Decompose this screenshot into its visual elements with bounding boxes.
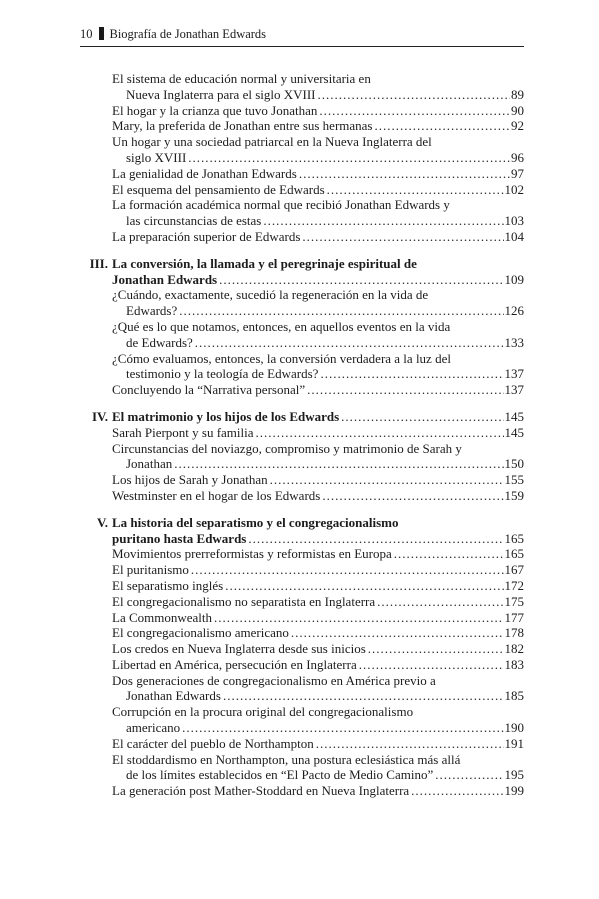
toc-entry-line: [112, 673, 524, 689]
dot-leader: [263, 213, 503, 229]
toc-entry-line: [112, 594, 524, 610]
toc-entry: [80, 546, 524, 562]
toc-entry-line: [112, 351, 524, 367]
dot-leader: [318, 87, 511, 103]
toc-entry-line: [112, 229, 524, 245]
toc-chapter: [80, 409, 524, 425]
dot-leader: [256, 425, 504, 441]
toc-entry-title: americano: [126, 720, 181, 736]
toc-page-number: 178: [504, 625, 524, 641]
toc-entry: [80, 641, 524, 657]
toc-page-number: 89: [511, 86, 524, 102]
toc-entry: [80, 472, 524, 488]
toc-entry: [80, 562, 524, 578]
dot-leader: [248, 531, 503, 547]
dot-leader: [322, 488, 503, 504]
toc-entry-line: [112, 472, 524, 488]
toc-page-number: 137: [504, 366, 524, 382]
toc-entry-line: [112, 335, 524, 351]
toc-entry-line: [112, 213, 524, 229]
toc-entry-line: [112, 515, 524, 531]
toc-entry: [80, 166, 524, 182]
toc-entry-line: [112, 546, 524, 562]
toc-entry-line: [112, 87, 524, 103]
toc-page-number: 145: [504, 424, 524, 440]
toc-entry: [80, 182, 524, 198]
toc-page-number: 103: [504, 213, 524, 229]
toc-entry: [80, 287, 524, 319]
toc-entry-title: Nueva Inglaterra para el siglo XVIII: [126, 86, 316, 102]
toc-entry-title: El matrimonio y los hijos de los Edwards: [112, 408, 340, 424]
toc-entry-title: Libertad en América, persecución en Inglaterra: [112, 656, 357, 672]
toc-entry-line: [112, 150, 524, 166]
toc-entry-title: Mary, la preferida de Jonathan entre sus hermanas: [112, 118, 373, 134]
dot-leader: [270, 472, 504, 488]
toc-page-number: 159: [504, 487, 524, 503]
toc-page-number: 172: [504, 577, 524, 593]
table-of-contents: [80, 71, 524, 799]
toc-entry-line: [112, 657, 524, 673]
toc-entry-line: [112, 767, 524, 783]
toc-page-number: 167: [504, 562, 524, 578]
toc-entry-line: [112, 303, 524, 319]
toc-entry-title: Sarah Pierpont y su familia: [112, 424, 254, 440]
toc-entry-title: siglo XVIII: [126, 149, 187, 165]
dot-leader: [299, 166, 510, 182]
toc-page-number: 137: [504, 382, 524, 398]
header-bar-ornament: [99, 27, 104, 40]
toc-entry: [80, 625, 524, 641]
toc-entry-title: Movimientos prerreformistas y reformistas en Europa: [112, 546, 392, 562]
toc-entry: [80, 118, 524, 134]
toc-entry-line: [112, 409, 524, 425]
toc-entry-title: Concluyendo la “Narrativa personal”: [112, 382, 306, 398]
dot-leader: [191, 562, 504, 578]
toc-page-number: 104: [504, 228, 524, 244]
dot-leader: [219, 272, 503, 288]
toc-entry-line: [112, 382, 524, 398]
toc-entry-title: Edwards?: [126, 303, 178, 319]
toc-entry-title: Los hijos de Sarah y Jonathan: [112, 472, 268, 488]
dot-leader: [377, 594, 503, 610]
toc-entry: [80, 319, 524, 351]
toc-page-number: 199: [504, 783, 524, 799]
dot-leader: [195, 335, 504, 351]
toc-entry-line: [112, 456, 524, 472]
toc-chapter: [80, 515, 524, 547]
toc-entry-line: [112, 720, 524, 736]
dot-leader: [359, 657, 504, 673]
toc-page-number: 90: [511, 102, 524, 118]
toc-entry: [80, 134, 524, 166]
dot-leader: [327, 182, 504, 198]
toc-page-number: 150: [504, 456, 524, 472]
toc-page-number: 182: [504, 641, 524, 657]
toc-entry-line: [112, 197, 524, 213]
toc-entry-line: [112, 319, 524, 335]
toc-page-number: 109: [504, 271, 524, 287]
dot-leader: [316, 736, 504, 752]
chapter-number: III.: [89, 255, 108, 271]
toc-entry-title: de Edwards?: [126, 334, 193, 350]
toc-entry-line: [112, 641, 524, 657]
toc-page-number: 96: [511, 149, 524, 165]
toc-page-number: 92: [511, 118, 524, 134]
toc-entry: [80, 488, 524, 504]
toc-entry-title: Dos generaciones de congregacionalismo en América previo a: [112, 672, 436, 688]
toc-page-number: 185: [504, 688, 524, 704]
toc-entry-line: [112, 166, 524, 182]
dot-leader: [411, 783, 503, 799]
toc-entry-line: [112, 783, 524, 799]
toc-entry: [80, 441, 524, 473]
toc-entry-title: La Commonwealth: [112, 609, 213, 625]
dot-leader: [291, 625, 504, 641]
toc-entry-title: El sistema de educación normal y universitaria en: [112, 71, 371, 86]
toc-entry-title: El puritanismo: [112, 562, 189, 578]
toc-entry-line: [112, 610, 524, 626]
toc-page-number: 191: [504, 735, 524, 751]
dot-leader: [435, 767, 503, 783]
toc-entry: [80, 578, 524, 594]
toc-entry: [80, 71, 524, 103]
toc-entry: [80, 704, 524, 736]
toc-entry-line: [112, 103, 524, 119]
toc-entry-title: Un hogar y una sociedad patriarcal en la Nueva Inglaterra del: [112, 134, 432, 150]
toc-entry: [80, 594, 524, 610]
toc-entry-title: El congregacionalismo americano: [112, 625, 289, 641]
dot-leader: [174, 456, 503, 472]
toc-entry-line: [112, 287, 524, 303]
toc-entry-title: La generación post Mather-Stoddard en Nueva Inglaterra: [112, 783, 410, 799]
running-title: Biografía de Jonathan Edwards: [109, 27, 267, 41]
dot-leader: [223, 688, 504, 704]
toc-entry-title: El stoddardismo en Northampton, una postura eclesiástica más allá: [112, 751, 461, 767]
toc-entry-title: puritano hasta Edwards: [112, 530, 247, 546]
dot-leader: [394, 546, 504, 562]
running-header: [80, 26, 524, 47]
toc-entry-title: Westminster en el hogar de los Edwards: [112, 487, 321, 503]
toc-entry-title: Jonathan Edwards: [126, 688, 221, 704]
toc-entry-title: Jonathan Edwards: [112, 271, 218, 287]
toc-entry-title: El separatismo inglés: [112, 577, 224, 593]
toc-entry-title: Los credos en Nueva Inglaterra desde sus inicios: [112, 641, 366, 657]
dot-leader: [307, 382, 503, 398]
toc-entry: [80, 382, 524, 398]
toc-entry-line: [112, 441, 524, 457]
toc-entry-line: [112, 272, 524, 288]
toc-entry-title: La genialidad de Jonathan Edwards: [112, 165, 297, 181]
toc-entry-title: Corrupción en la procura original del congregacionalismo: [112, 704, 414, 720]
toc-entry-line: [112, 118, 524, 134]
chapter-number: IV.: [91, 408, 108, 424]
toc-page-number: 177: [504, 609, 524, 625]
toc-entry-title: El carácter del pueblo de Northampton: [112, 735, 314, 751]
toc-entry-line: [112, 752, 524, 768]
toc-entry-title: testimonio y la teología de Edwards?: [126, 366, 319, 382]
dot-leader: [182, 720, 503, 736]
toc-entry-title: El hogar y la crianza que tuvo Jonathan: [112, 102, 318, 118]
toc-entry-line: [112, 71, 524, 87]
toc-entry: [80, 610, 524, 626]
toc-page-number: 102: [504, 181, 524, 197]
toc-entry-line: [112, 688, 524, 704]
toc-entry: [80, 103, 524, 119]
toc-page-number: 97: [511, 165, 524, 181]
toc-entry: [80, 783, 524, 799]
toc-entry-line: [112, 256, 524, 272]
toc-entry-line: [112, 704, 524, 720]
toc-entry: [80, 229, 524, 245]
toc-entry-line: [112, 531, 524, 547]
toc-entry-title: ¿Cuándo, exactamente, sucedió la regeneración en la vida de: [112, 287, 429, 303]
toc-entry: [80, 197, 524, 229]
toc-entry-title: Circunstancias del noviazgo, compromiso y matrimonio de Sarah y: [112, 440, 462, 456]
page-number: 10: [80, 27, 93, 41]
toc-page-number: 126: [504, 303, 524, 319]
dot-leader: [188, 150, 510, 166]
toc-page-number: 165: [504, 546, 524, 562]
toc-entry-title: Jonathan: [126, 456, 173, 472]
toc-entry-line: [112, 425, 524, 441]
toc-entry-line: [112, 578, 524, 594]
dot-leader: [319, 103, 510, 119]
toc-chapter: [80, 256, 524, 288]
toc-page-number: 175: [504, 593, 524, 609]
toc-entry-line: [112, 134, 524, 150]
toc-entry: [80, 673, 524, 705]
toc-entry-title: La conversión, la llamada y el peregrinaje espiritual de: [112, 255, 417, 271]
toc-page-number: 165: [504, 530, 524, 546]
toc-entry-title: ¿Cómo evaluamos, entonces, la conversión verdadera a la luz del: [112, 350, 451, 366]
dot-leader: [179, 303, 503, 319]
toc-page-number: 155: [504, 472, 524, 488]
dot-leader: [214, 610, 503, 626]
dot-leader: [375, 118, 511, 134]
toc-page-number: 183: [504, 656, 524, 672]
toc-entry: [80, 351, 524, 383]
toc-page-number: 145: [504, 408, 524, 424]
toc-entry-title: La formación académica normal que recibió Jonathan Edwards y: [112, 197, 450, 213]
toc-entry-line: [112, 625, 524, 641]
dot-leader: [368, 641, 504, 657]
toc-entry-line: [112, 562, 524, 578]
toc-entry-title: de los límites establecidos en “El Pacto de Medio Camino”: [126, 767, 434, 783]
toc-entry: [80, 425, 524, 441]
toc-entry-title: El esquema del pensamiento de Edwards: [112, 181, 325, 197]
toc-entry-title: La preparación superior de Edwards: [112, 228, 301, 244]
dot-leader: [320, 366, 503, 382]
dot-leader: [302, 229, 503, 245]
toc-page-number: 133: [504, 334, 524, 350]
toc-entry-line: [112, 366, 524, 382]
toc-page-number: 195: [504, 767, 524, 783]
toc-page-number: 190: [504, 720, 524, 736]
toc-entry: [80, 657, 524, 673]
toc-entry-line: [112, 736, 524, 752]
toc-entry-title: ¿Qué es lo que notamos, entonces, en aquellos eventos en la vida: [112, 318, 451, 334]
toc-entry: [80, 736, 524, 752]
toc-entry-title: La historia del separatismo y el congregacionalismo: [112, 514, 399, 530]
toc-entry-line: [112, 182, 524, 198]
toc-entry-title: las circunstancias de estas: [126, 213, 262, 229]
toc-entry: [80, 752, 524, 784]
toc-entry-title: El congregacionalismo no separatista en Inglaterra: [112, 593, 376, 609]
chapter-number: V.: [97, 514, 108, 530]
toc-entry-line: [112, 488, 524, 504]
dot-leader: [225, 578, 503, 594]
dot-leader: [341, 409, 503, 425]
